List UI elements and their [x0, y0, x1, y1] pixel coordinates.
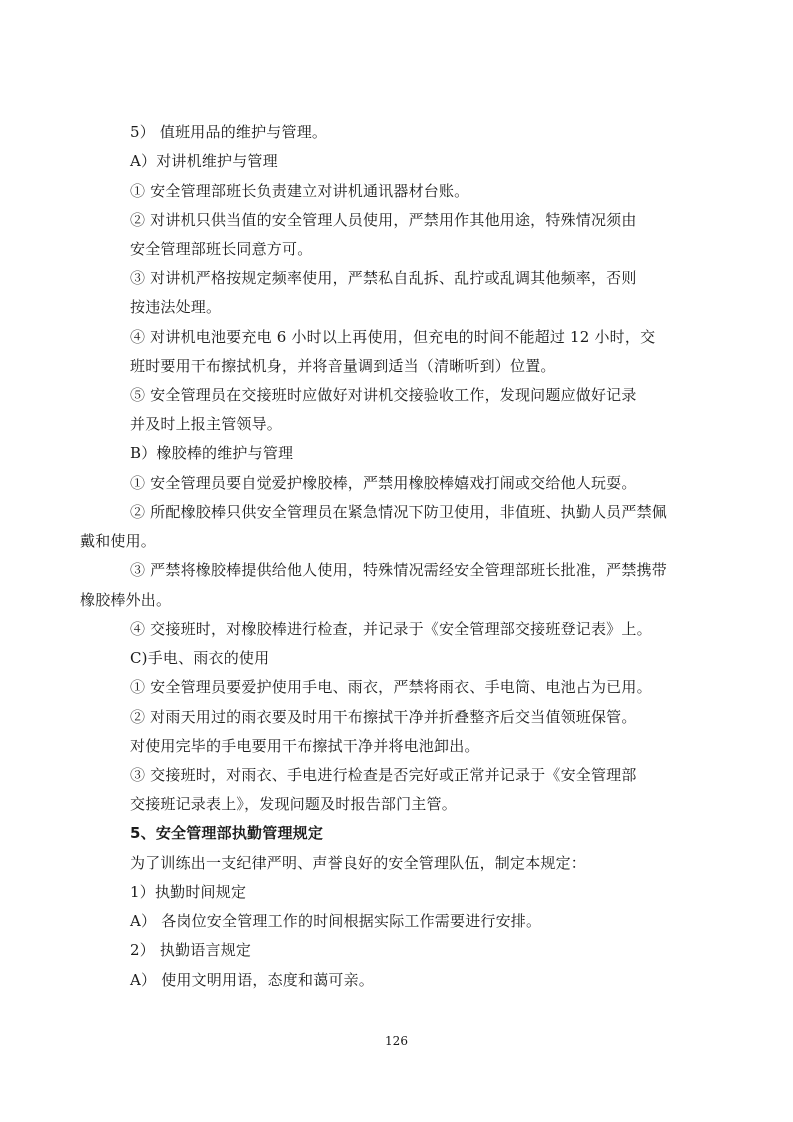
page-number: 126: [385, 1034, 408, 1048]
section-heading: 5、安全管理部执勤管理规定: [130, 824, 324, 842]
text-line: ③ 对讲机严格按规定频率使用，严禁私自乱拆、乱拧或乱调其他频率，否则: [130, 269, 637, 287]
text-line: 安全管理部班长同意方可。: [130, 240, 313, 258]
text-line: ② 对讲机只供当值的安全管理人员使用，严禁用作其他用途，特殊情况须由: [130, 211, 637, 229]
text-line: 并及时上报主管领导。: [130, 415, 283, 433]
text-line: 交接班记录表上》，发现问题及时报告部门主管。: [130, 795, 457, 813]
text-line: 5） 值班用品的维护与管理。: [130, 123, 328, 141]
text-line: 班时要用干布擦拭机身，并将音量调到适当（清晰听到）位置。: [130, 357, 556, 375]
text-line: 为了训练出一支纪律严明、声誉良好的安全管理队伍，制定本规定：: [130, 854, 587, 872]
text-line: 2） 执勤语言规定: [130, 941, 252, 959]
text-line: A） 使用文明用语，态度和蔼可亲。: [130, 971, 375, 989]
text-line: ② 对雨天用过的雨衣要及时用干布擦拭干净并折叠整齐后交当值领班保管。: [130, 708, 637, 726]
text-line: ③ 交接班时，对雨衣、手电进行检查是否完好或正常并记录于《安全管理部: [130, 766, 637, 784]
text-line: 1）执勤时间规定: [130, 883, 247, 901]
text-line: ① 安全管理员要自觉爱护橡胶棒，严禁用橡胶棒嬉戏打闹或交给他人玩耍。: [130, 474, 637, 492]
text-line: B）橡胶棒的维护与管理: [130, 444, 294, 462]
text-line: ② 所配橡胶棒只供安全管理员在紧急情况下防卫使用，非值班、执勤人员严禁佩: [130, 503, 667, 521]
text-line: ④ 交接班时，对橡胶棒进行检查，并记录于《安全管理部交接班登记表》上。: [130, 620, 652, 638]
text-line: 对使用完毕的手电要用干布擦拭干净并将电池卸出。: [130, 737, 480, 755]
text-line: 橡胶棒外出。: [80, 591, 172, 609]
text-line: ⑤ 安全管理员在交接班时应做好对讲机交接验收工作，发现问题应做好记录: [130, 386, 637, 404]
text-line: A） 各岗位安全管理工作的时间根据实际工作需要进行安排。: [130, 912, 542, 930]
text-line: ① 安全管理部班长负责建立对讲机通讯器材台账。: [130, 182, 470, 200]
text-line: 戴和使用。: [80, 532, 157, 550]
text-line: ④ 对讲机电池要充电 6 小时以上再使用，但充电的时间不能超过 12 小时，交: [130, 328, 656, 346]
text-line: 按违法处理。: [130, 298, 222, 316]
text-line: C)手电、雨衣的使用: [130, 649, 270, 667]
text-line: A）对讲机维护与管理: [130, 152, 278, 170]
text-line: ③ 严禁将橡胶棒提供给他人使用，特殊情况需经安全管理部班长批准，严禁携带: [130, 561, 667, 579]
text-line: ① 安全管理员要爱护使用手电、雨衣，严禁将雨衣、手电筒、电池占为已用。: [130, 678, 652, 696]
